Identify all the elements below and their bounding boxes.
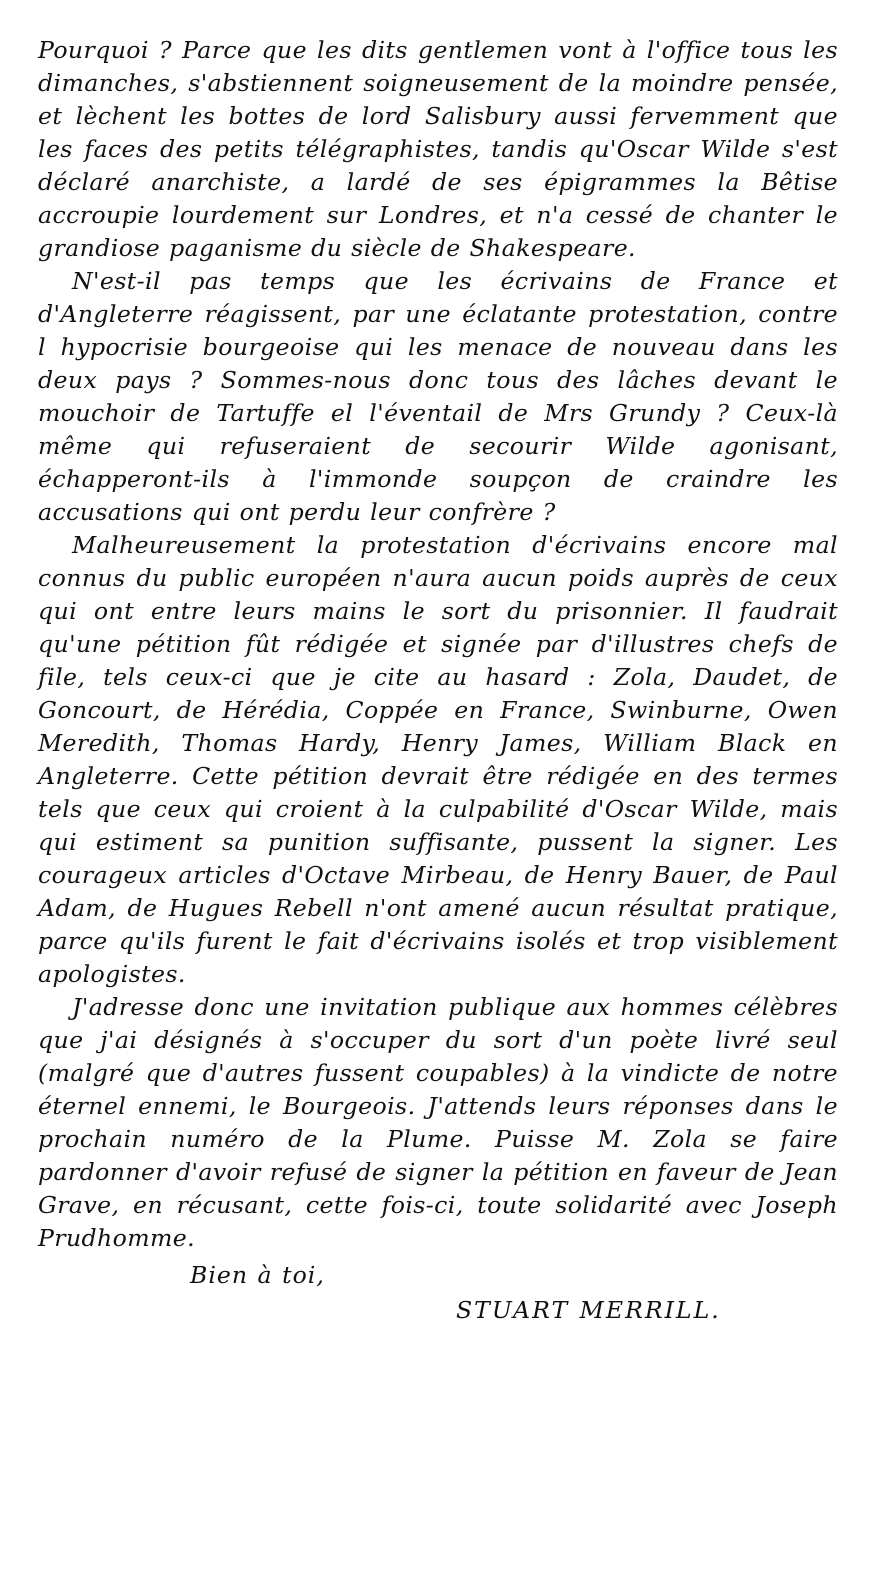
signature: STUART MERRILL. [456, 1296, 721, 1324]
closing-salutation: Bien à toi, [190, 1261, 325, 1289]
paragraph-3: Malheureusement la protestation d'écrivains encore mal connus du public européen n'aura aucun poids auprès de ceux qui ont entre leurs mains le sort du prisonnier. Il faudrait qu'une pétition fût rédigée et signée par d'illustres chefs de file, tels ceux-ci que je cite au hasard : Zola, Daudet, de Goncourt, de Hérédia, Coppée en France, Swinburne, Owen Meredith, Thomas Hardy, Henry James, William Black en Angleterre. Cette pétition devrait être rédigée en des termes tels que ceux qui croient à la culpabilité d'Oscar Wilde, mais qui estiment sa punition suffisante, pussent la signer. Les courageux articles d'Octave Mirbeau, de Henry Bauer, de Paul Adam, de Hugues Rebell n'ont amené aucun résultat pratique, parce qu'ils furent le fait d'écrivains isolés et trop visiblement apologistes. [38, 531, 838, 988]
letter-page [38, 34, 838, 1327]
paragraph-1: Pourquoi ? Parce que les dits gentlemen vont à l'office tous les dimanches, s'abstiennent soigneusement de la moindre pensée, et lèchent les bottes de lord Salisbury aussi fervemment que les faces des petits télégraphistes, tandis qu'Oscar Wilde s'est déclaré anarchiste, a lardé de ses épigrammes la Bêtise accroupie lourdement sur Londres, et n'a cessé de chanter le grandiose paganisme du siècle de Shakespeare. [38, 36, 838, 262]
paragraph-4: J'adresse donc une invitation publique aux hommes célèbres que j'ai désignés à s'occuper du sort d'un poète livré seul (malgré que d'autres fussent coupables) à la vindicte de notre éternel ennemi, le Bourgeois. J'attends leurs réponses dans le prochain numéro de la Plume. Puisse M. Zola se faire pardonner d'avoir refusé de signer la pétition en faveur de Jean Grave, en récusant, cette fois-ci, toute solidarité avec Joseph Prudhomme. [38, 993, 838, 1252]
paragraph-2: N'est-il pas temps que les écrivains de France et d'Angleterre réagissent, par une éclatante protestation, contre l hypocrisie bourgeoise qui les menace de nouveau dans les deux pays ? Sommes-nous donc tous des lâches devant le mouchoir de Tartuffe el l'éventail de Mrs Grundy ? Ceux-là même qui refuseraient de secourir Wilde agonisant, échapperont-ils à l'immonde soupçon de craindre les accusations qui ont perdu leur confrère ? [38, 267, 838, 526]
